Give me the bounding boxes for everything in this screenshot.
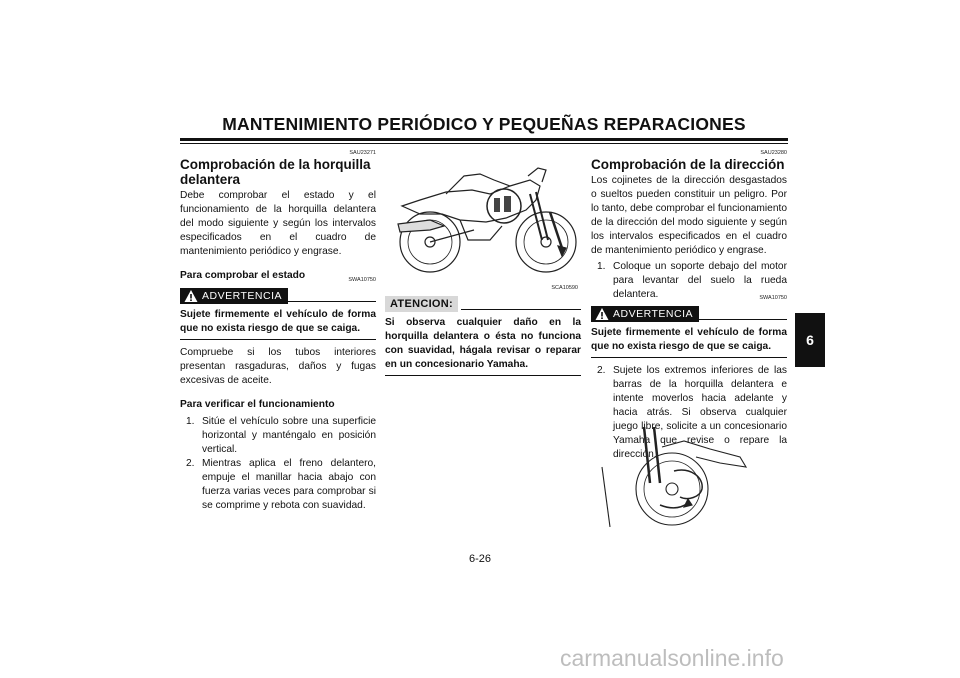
intro-text: Los cojinetes de la dirección desgastados o sueltos pueden constituir un peligro. Por lo tanto, debe comprobar el funcionamiento de la dirección del modo siguiente y según los intervalos especificados en el cuadro de mantenimiento periódico y engrase. xyxy=(591,175,787,256)
steering-steps-1 xyxy=(591,260,787,302)
operation-steps xyxy=(180,415,376,513)
attention-bottom-rule xyxy=(385,375,581,376)
warning-header xyxy=(591,295,787,326)
section-heading: Comprobación de la horquilla delantera xyxy=(180,157,371,187)
warning-label xyxy=(180,288,288,304)
list-item xyxy=(180,457,376,513)
attention-header xyxy=(385,294,581,316)
title-rule-thick xyxy=(180,138,788,141)
watermark: carmanualsonline.info xyxy=(560,645,784,671)
step-text: Mientras aplica el freno delantero, empuje el manillar hacia abajo con fuerza varias veces para comprobar si se comprime y rebota con suavidad. xyxy=(202,458,376,511)
step-text: Sitúe el vehículo sobre una superficie horizontal y manténgalo en posición vertical. xyxy=(202,416,376,455)
warning-label-text: ADVERTENCIA xyxy=(202,290,282,302)
front-wheel-illustration xyxy=(600,427,750,527)
step-number: 2. xyxy=(597,365,606,376)
section-code: SAU23271 xyxy=(349,150,376,156)
warning-triangle-icon xyxy=(184,289,198,303)
chapter-tab: 6 xyxy=(795,313,825,367)
warning-code: SWA10750 xyxy=(348,277,376,283)
column-fork-check xyxy=(180,150,376,513)
step-number: 1. xyxy=(597,261,606,272)
step-number: 1. xyxy=(186,416,195,427)
warning-code: SWA10750 xyxy=(759,295,787,301)
title-rule-thin xyxy=(180,143,788,144)
page-number: 6-26 xyxy=(468,553,492,565)
step-text: Coloque un soporte debajo del motor para levantar del suelo la rueda delantera. xyxy=(613,261,787,300)
section-heading: Comprobación de la dirección xyxy=(591,157,785,172)
intro-text: Debe comprobar el estado y el funcionamiento de la horquilla delantera del modo siguiente y según los intervalos especificados en el cuadro de mantenimiento periódico y engrase. xyxy=(180,190,376,257)
section-code: SAU23280 xyxy=(760,150,787,156)
column-steering-check xyxy=(591,150,787,462)
motorcycle-illustration xyxy=(390,156,582,278)
condition-text: Compruebe si los tubos interiores presentan rasgaduras, daños y fugas excesivas de aceite. xyxy=(180,347,376,386)
warning-label-text: ADVERTENCIA xyxy=(613,308,693,320)
warning-header xyxy=(180,277,376,308)
warning-rule xyxy=(697,319,787,320)
page-title: MANTENIMIENTO PERIÓDICO Y PEQUEÑAS REPARACIONES xyxy=(222,114,746,134)
list-item xyxy=(180,415,376,457)
warning-text: Sujete firmemente el vehículo de forma que no exista riesgo de que se caiga. xyxy=(591,327,787,352)
attention-label: ATENCION: xyxy=(385,296,458,312)
subheading-operation: Para verificar el funcionamiento xyxy=(180,399,335,410)
step-text: Sujete los extremos inferiores de las barras de la horquilla delantera e intente moverlos hacia adelante y hacia atrás. Si observa cualquier juego libre, solicite a un concesionario Yamaha que revise o repare la dirección. xyxy=(613,365,787,460)
subheading-condition: Para comprobar el estado xyxy=(180,270,306,281)
attention-text: Si observa cualquier daño en la horquilla delantera o ésta no funciona con suavidad, hágala revisar o reparar en un concesionario Yamaha. xyxy=(385,317,581,370)
warning-label xyxy=(591,306,699,322)
warning-triangle-icon xyxy=(595,307,609,321)
warning-rule xyxy=(286,301,376,302)
warning-text: Sujete firmemente el vehículo de forma que no exista riesgo de que se caiga. xyxy=(180,309,376,334)
list-item xyxy=(591,260,787,302)
warning-bottom-rule xyxy=(591,357,787,358)
figure-code: SCA10590 xyxy=(551,285,578,291)
warning-bottom-rule xyxy=(180,339,376,340)
step-number: 2. xyxy=(186,458,195,469)
column-attention xyxy=(385,292,581,382)
attention-rule xyxy=(461,309,581,310)
